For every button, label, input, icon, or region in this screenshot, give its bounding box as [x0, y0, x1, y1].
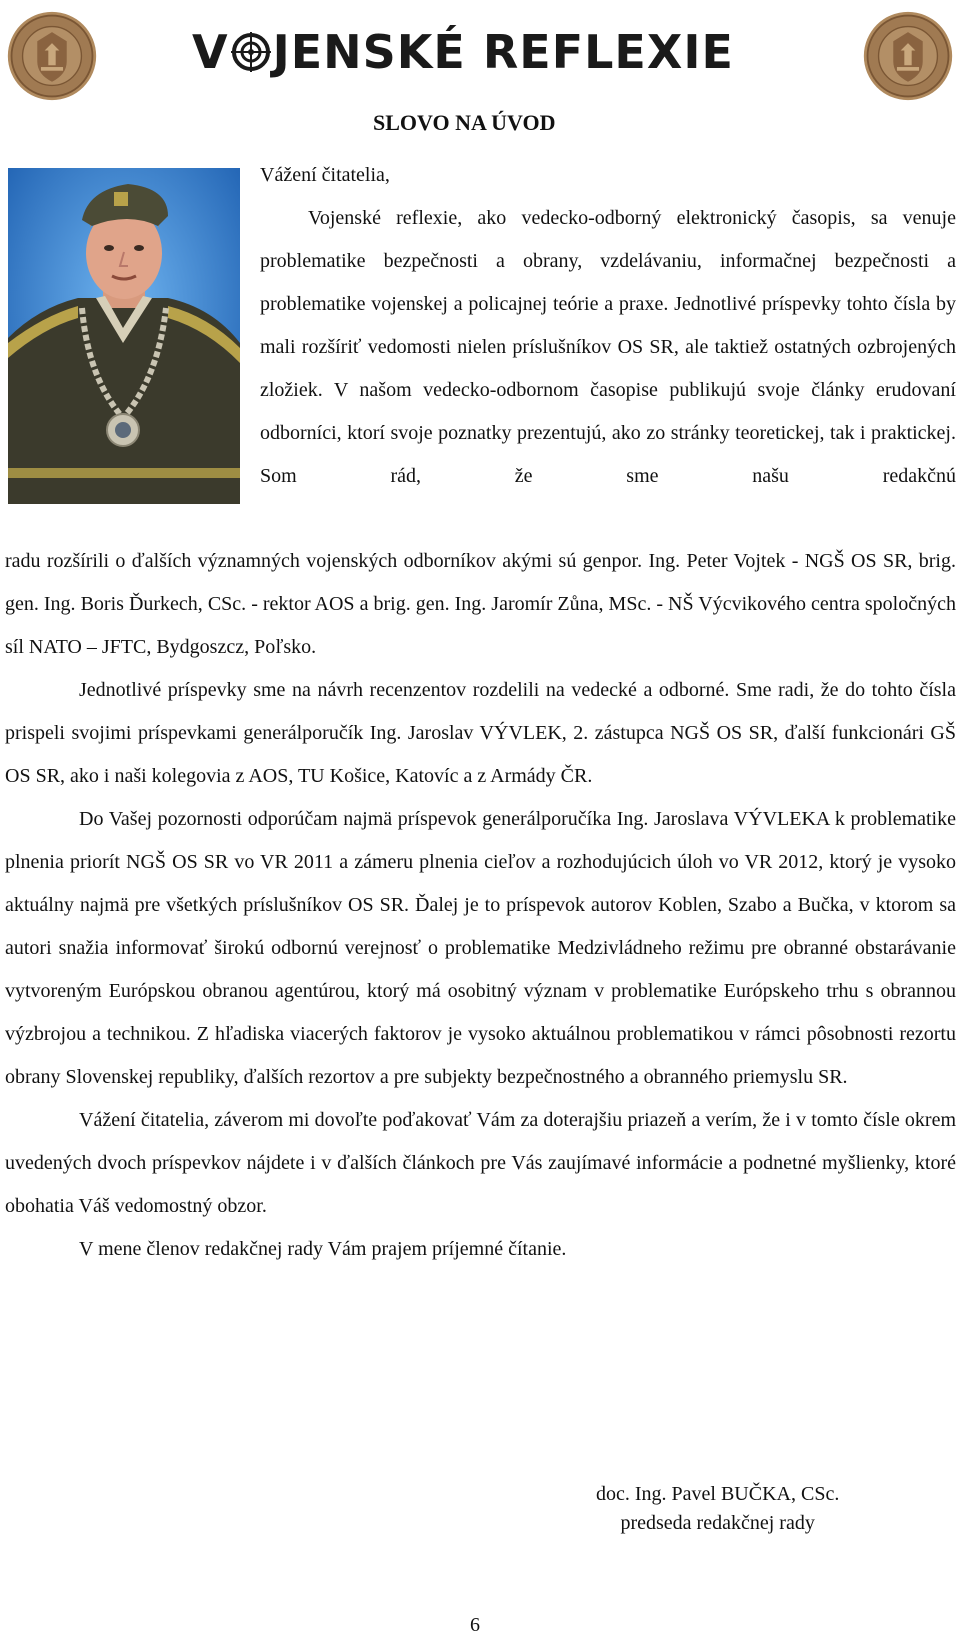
- academy-seal-right-icon: [862, 10, 954, 102]
- article-title: SLOVO NA ÚVOD: [373, 110, 556, 135]
- journal-logo: [192, 22, 772, 82]
- page-number: 6: [470, 1614, 480, 1636]
- paragraph-closing: Vážení čitatelia, záverom mi dovoľte poďakovať Vám za doterajšiu priazeň a verím, že i v tomto čísle okrem uvedených dvoch príspevkov nájdete i v ďalších článkoch pre Vás zaujímavé informácie a podnetné myšlienky, ktoré obohatia Váš vedomostný obzor.: [5, 1109, 956, 1217]
- crosshair-icon: [231, 32, 271, 72]
- signature-name: doc. Ing. Pavel BUČKA, CSc.: [596, 1483, 840, 1505]
- paragraph-wishes: V mene členov redakčnej rady Vám prajem príjemné čítanie.: [79, 1238, 567, 1260]
- logo-text-pre: V: [192, 25, 229, 79]
- editor-portrait-image: [8, 168, 240, 504]
- signature-role: predseda redakčnej rady: [620, 1512, 815, 1534]
- signature-block: [596, 1480, 839, 1538]
- paragraph-intro-continued: radu rozšírili o ďalších významných vojenských odborníkov akými sú genpor. Ing. Peter Vojtek - NGŠ OS SR, brig. gen. Ing. Boris Ďurkech, CSc. - rektor AOS a brig. gen. Ing. Jaromír Zůna, MSc. - NŠ Výcvikového centra spoločných síl NATO – JFTC, Bydgoszcz, Poľsko.: [5, 550, 956, 658]
- salutation: Vážení čitatelia,: [260, 164, 390, 186]
- article-body-wide: [5, 540, 956, 1271]
- academy-seal-left-icon: [6, 10, 98, 102]
- logo-text-post: JENSKÉ REFLEXIE: [272, 25, 734, 79]
- page-header: [0, 0, 960, 110]
- paragraph-intro: Vojenské reflexie, ako vedecko-odborný elektronický časopis, sa venuje problematike bezpečnosti a obrany, vzdelávaniu, informačnej bezpečnosti a problematike vojenskej a policajnej teórie a praxe. Jednotlivé príspevky tohto čísla by mali rozšíriť vedomosti nielen príslušníkov OS SR, ale taktiež ostatných ozbrojených zložiek. V našom vedecko-odbornom časopise publikujú svoje články erudovaní odborníci, ktorí svoje poznatky prezentujú, ako zo stránky teoretickej, tak i praktickej. Som rád, že sme našu redakčnú: [260, 207, 956, 487]
- paragraph-recommendations: Do Vašej pozornosti odporúčam najmä príspevok generálporučíka Ing. Jaroslava VÝVLEKA k problematike plnenia priorít NGŠ OS SR vo VR 2011 a zámeru plnenia cieľov a rozhodujúcich úloh vo VR 2012, ktorý je vysoko aktuálny najmä pre všetkých príslušníkov OS SR. Ďalej je to príspevok autorov Koblen, Szabo a Bučka, v ktorom sa autori snažia informovať širokú odbornú verejnosť o problematike Medzivládneho režimu pre obranné obstarávanie vytvoreným Európskou obranou agentúrou, ktorý má osobitný význam v problematike Európskeho trhu s obrannou výzbrojou a technikou. Z hľadiska viacerých faktorov je vysoko aktuálnou problematikou v rámci pôsobnosti rezortu obrany Slovenskej republiky, ďalších rezortov a pre subjekty bezpečnostného a obranného priemyslu SR.: [5, 808, 956, 1088]
- paragraph-contributions: Jednotlivé príspevky sme na návrh recenzentov rozdelili na vedecké a odborné. Sme radi, že do tohto čísla prispeli svojimi príspevkami generálporučík Ing. Jaroslav VÝVLEK, 2. zástupca NGŠ OS SR, ďalší funkcionári GŠ OS SR, ako i naši kolegovia z AOS, TU Košice, Katovíc a z Armády ČR.: [5, 679, 956, 787]
- article-body-narrow: [260, 197, 956, 498]
